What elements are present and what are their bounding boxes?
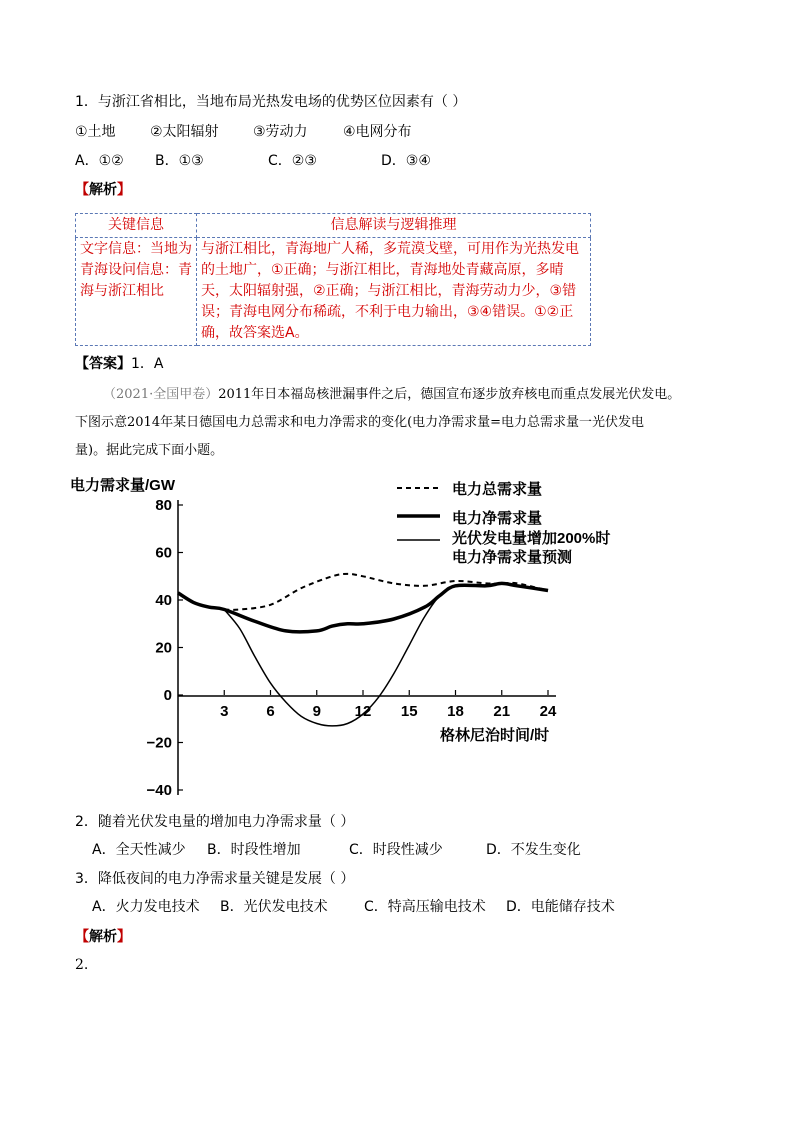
factor-2: ②太阳辐射 (150, 124, 219, 140)
y-tick-label: 0 (163, 687, 172, 704)
x-tick-label: 15 (400, 703, 418, 720)
analysis-table (75, 213, 591, 346)
intro-line-1: （2021·全国甲卷）2011年日本福岛核泄漏事件之后，德国宣布逐步放弃核电而重点发展光伏发电。 (103, 387, 681, 402)
table-header-key: 关键信息 (76, 214, 197, 238)
q3-choice-d: D．电能储存技术 (506, 899, 615, 915)
choice-d: D．③④ (381, 153, 431, 169)
choice-b: B．①③ (155, 153, 204, 169)
table-reasoning: 与浙江相比，青海地广人稀，多荒漠戈壁，可用作为光热发电的土地广，①正确；与浙江相比，青海地处青藏高原，多晴天，太阳辐射强，②正确；与浙江相比，青海劳动力少，③错误；青海电网分布稀疏，不利于电力输出，③④错误。①②正确，故答案选A。 (197, 238, 591, 346)
answer-line: 【答案】1．A (75, 356, 164, 372)
analysis-label-2: 【解析】 (75, 929, 131, 945)
x-tick-label: 3 (220, 703, 229, 720)
intro-line-2: 下图示意2014年某日德国电力总需求和电力净需求的变化(电力净需求量=电力总需求量一光伏发电 (75, 415, 645, 430)
choice-a: A．①② (75, 153, 124, 169)
y-tick-label: 40 (155, 592, 172, 609)
q3-stem: 3．降低夜间的电力净需求量关键是发展（ ） (75, 871, 355, 887)
legend-forecast-2: 电力净需求量预测 (452, 549, 573, 566)
q2-choice-c: C．时段性减少 (349, 842, 443, 858)
power-demand-chart (65, 468, 645, 808)
y-tick-label: 80 (155, 497, 172, 514)
x-ticks (220, 690, 557, 720)
q3-choice-c: C．特高压输电技术 (364, 899, 486, 915)
x-axis-label: 格林尼治时间/时 (440, 727, 550, 744)
legend-forecast-1: 光伏发电量增加200%时 (452, 530, 611, 547)
x-tick-label: 9 (312, 703, 321, 720)
y-tick-label: 60 (155, 544, 172, 562)
intro-line-3: 量)。据此完成下面小题。 (75, 443, 224, 458)
q2-choice-d: D．不发生变化 (486, 842, 581, 858)
x-tick-label: 21 (493, 703, 511, 720)
table-header-reasoning: 信息解读与逻辑推理 (197, 214, 591, 238)
analysis-label: 【解析】 (75, 182, 131, 198)
y-tick-label: 20 (155, 639, 172, 657)
q1-choices (75, 151, 431, 171)
legend (397, 480, 610, 566)
y-tick-label: −20 (146, 734, 172, 752)
series-line-2 (178, 583, 548, 631)
y-axis-label: 电力需求量/GW (70, 477, 175, 494)
q1-factors (75, 122, 412, 142)
tail-number: 2. (75, 957, 89, 973)
choice-c: C．②③ (268, 153, 317, 169)
factor-4: ④电网分布 (343, 124, 412, 140)
factor-1: ①土地 (75, 124, 116, 140)
series-line-3 (224, 586, 455, 726)
q2-choices (92, 840, 581, 860)
x-tick-label: 6 (266, 703, 275, 720)
q3-choices (92, 897, 615, 917)
table-key-info: 文字信息：当地为青海设问信息：青海与浙江相比 (76, 238, 197, 346)
q3-choice-a: A．火力发电技术 (92, 899, 200, 915)
q2-choice-b: B．时段性增加 (207, 842, 301, 858)
legend-net: 电力净需求量 (452, 510, 543, 527)
q3-choice-b: B．光伏发电技术 (220, 899, 328, 915)
q2-stem: 2．随着光伏发电量的增加电力净需求量（ ） (75, 814, 355, 830)
legend-total: 电力总需求量 (452, 481, 543, 498)
series-line-1 (224, 574, 548, 610)
x-tick-label: 18 (447, 703, 464, 720)
q2-choice-a: A．全天性减少 (92, 842, 186, 858)
factor-3: ③劳动力 (253, 124, 308, 140)
q1-stem: 1．与浙江省相比，当地布局光热发电场的优势区位因素有（ ） (75, 94, 467, 110)
y-tick-label: −40 (146, 782, 172, 799)
x-tick-label: 24 (539, 703, 557, 720)
x-tick-label: 12 (354, 703, 372, 720)
